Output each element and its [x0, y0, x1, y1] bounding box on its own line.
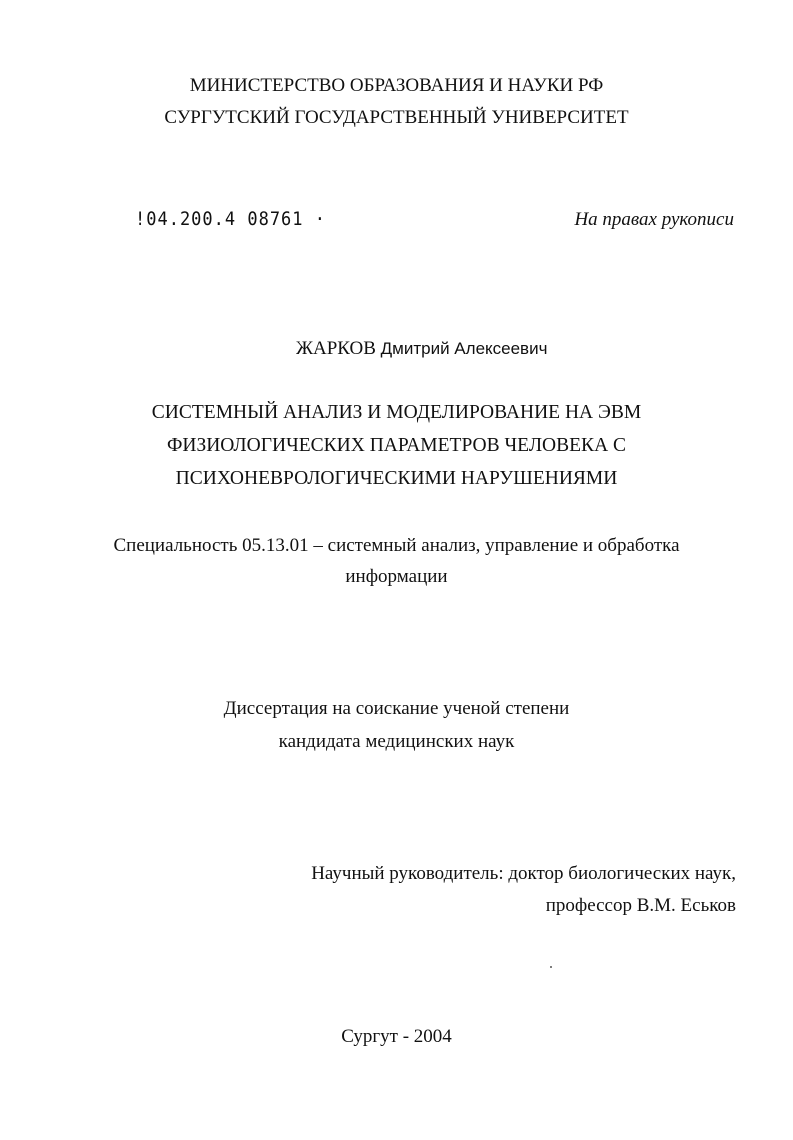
thesis-title-line: ФИЗИОЛОГИЧЕСКИХ ПАРАМЕТРОВ ЧЕЛОВЕКА С — [166, 435, 627, 456]
author-name — [296, 336, 547, 362]
author-surname: ЖАРКОВ — [296, 338, 376, 359]
university-heading: СУРГУТСКИЙ ГОСУДАРСТВЕННЫЙ УНИВЕРСИТЕТ — [164, 107, 629, 128]
supervisor-line: профессор В.М. Еськов — [545, 895, 736, 916]
degree-line: кандидата медицинских наук — [278, 731, 515, 752]
author-given-names: Дмитрий Алексеевич — [380, 339, 548, 358]
manuscript-note: На правах рукописи — [574, 209, 734, 230]
supervisor-line: Научный руководитель: доктор биологических наук, — [311, 863, 736, 884]
degree-line: Диссертация на соискание ученой степени — [223, 698, 570, 719]
scan-speck — [550, 966, 552, 968]
specialty-line: информации — [345, 566, 448, 587]
city-year: Сургут - 2004 — [341, 1026, 452, 1047]
specialty-line: Специальность 05.13.01 – системный анализ, управление и обработка — [113, 535, 680, 556]
ministry-heading: МИНИСТЕРСТВО ОБРАЗОВАНИЯ И НАУКИ РФ — [189, 75, 604, 96]
thesis-title-line: ПСИХОНЕВРОЛОГИЧЕСКИМИ НАРУШЕНИЯМИ — [175, 468, 618, 489]
thesis-title-line: СИСТЕМНЫЙ АНАЛИЗ И МОДЕЛИРОВАНИЕ НА ЭВМ — [151, 402, 642, 423]
registration-number: !04.200.4 08761 · — [135, 208, 326, 231]
